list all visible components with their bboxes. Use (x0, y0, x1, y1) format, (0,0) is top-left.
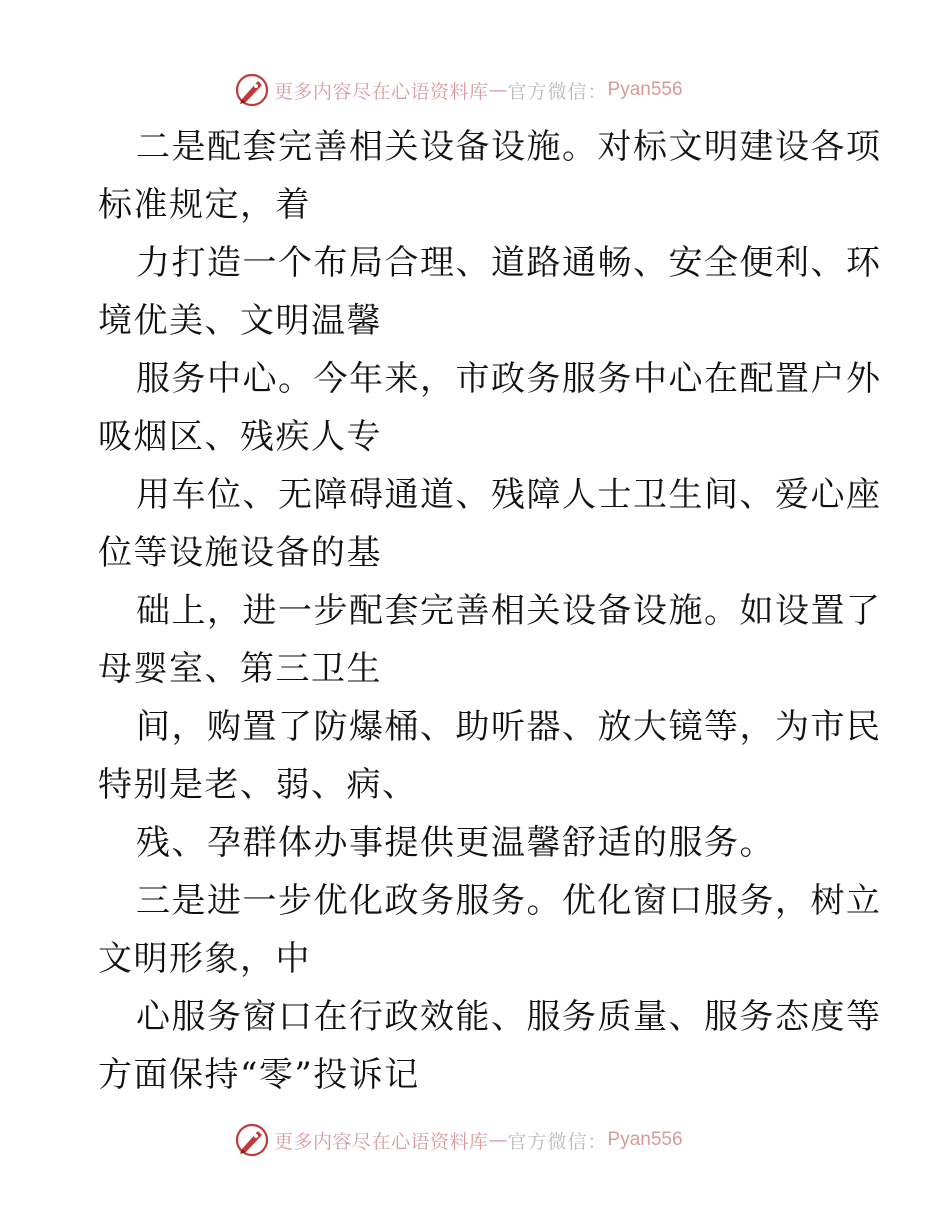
pen-logo-icon (234, 1122, 270, 1158)
watermark-text: 更多内容尽在心语资料库 (274, 80, 489, 103)
paragraph-line: 服务中心。今年来，市政务服务中心在配置户外 (136, 359, 882, 399)
paragraph-line: 特别是老、弱、病、 (98, 765, 418, 805)
paragraph-line: 用车位、无障碍通道、残障人士卫生间、爱心座 (136, 475, 882, 515)
header-watermark (234, 72, 683, 108)
paragraph-line: 心服务窗口在行政效能、服务质量、服务态度等 (136, 997, 882, 1037)
paragraph-line: 三是进一步优化政务服务。优化窗口服务，树立 (136, 881, 882, 921)
document-body (98, 118, 882, 1104)
paragraph-line: 境优美、文明温馨 (98, 301, 382, 341)
paragraph-line: 间，购置了防爆桶、助听器、放大镜等，为市民 (136, 707, 882, 747)
paragraph-line: 文明形象，中 (98, 939, 311, 979)
pen-logo-icon (234, 72, 270, 108)
watermark-text: 更多内容尽在心语资料库 (274, 1130, 489, 1153)
watermark-separator: — (488, 79, 508, 101)
paragraph-line: 力打造一个布局合理、道路通畅、安全便利、环 (136, 243, 882, 283)
paragraph-line: 吸烟区、残疾人专 (98, 417, 382, 457)
watermark-brand: 官方微信： (507, 80, 608, 103)
paragraph-line: 位等设施设备的基 (98, 533, 382, 573)
watermark-id: Pyan556 (607, 1129, 683, 1150)
paragraph-line: 标准规定，着 (98, 185, 311, 225)
paragraph-line: 二是配套完善相关设备设施。对标文明建设各项 (136, 127, 882, 167)
paragraph-line: 母婴室、第三卫生 (98, 649, 382, 689)
paragraph-line: 残、孕群体办事提供更温馨舒适的服务。 (136, 823, 775, 863)
watermark-id: Pyan556 (607, 79, 683, 100)
paragraph-line: 方面保持“零”投诉记 (98, 1055, 420, 1095)
footer-watermark (234, 1122, 683, 1158)
watermark-brand: 官方微信： (507, 1130, 608, 1153)
paragraph-line: 础上，进一步配套完善相关设备设施。如设置了 (136, 591, 882, 631)
watermark-separator: — (488, 1129, 508, 1151)
